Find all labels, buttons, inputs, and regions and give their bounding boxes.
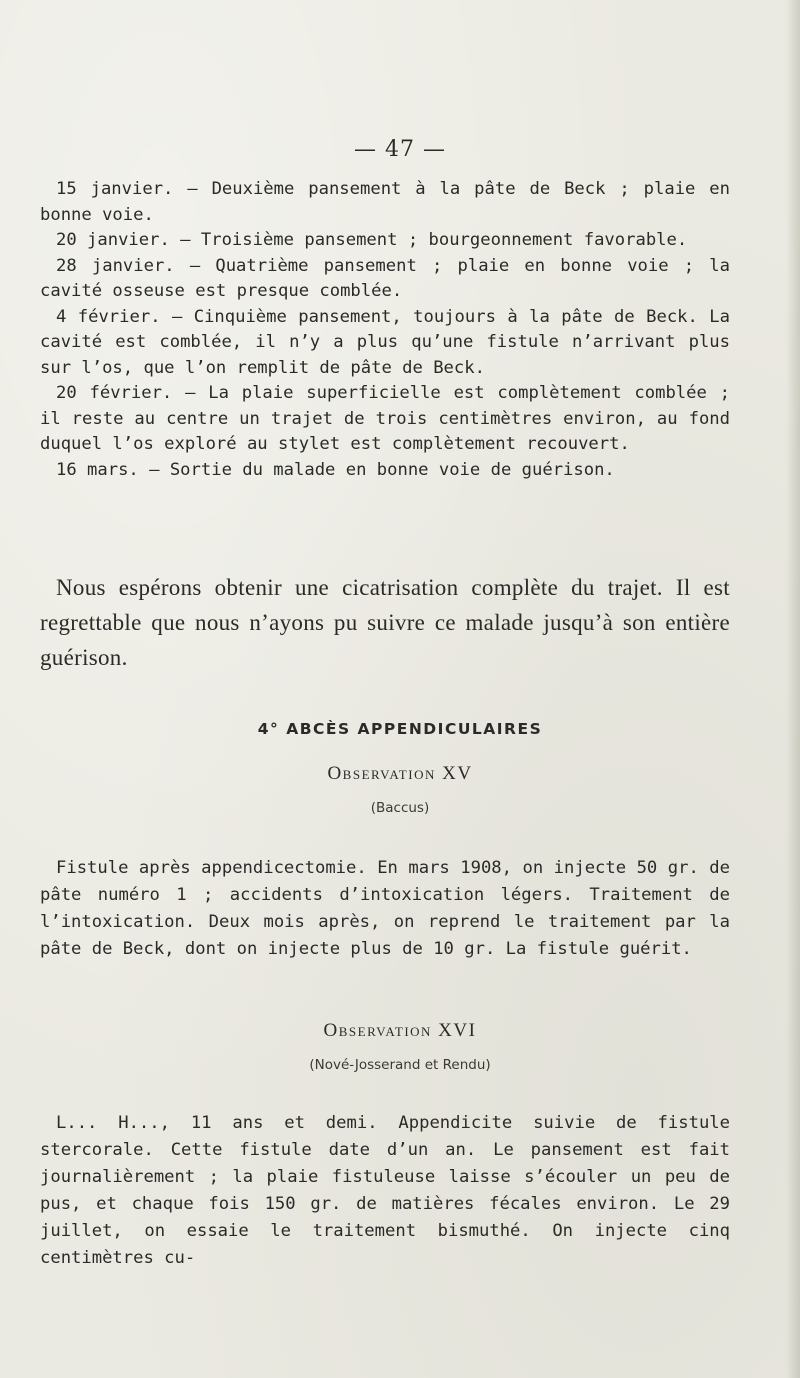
- observation-paragraph: L... H..., 11 ans et demi. Appendicite suivie de fistule stercorale. Cette fistule date d’un an. Le pansement est fait journalièrement ; la plaie fistuleuse laisse s’écouler un peu de pus, et chaque fois 150 gr. de matières fécales environ. Le 29 juillet, on essaie le traitement bismuthé. On injecte cinq centimètres cu-: [40, 1113, 730, 1268]
- observation-text: [40, 1110, 730, 1272]
- log-entry: 20 janvier. — Troisième pansement ; bourgeonnement favorable.: [56, 230, 688, 250]
- observation-text: [40, 855, 730, 963]
- page-number: — 47 —: [354, 137, 446, 162]
- observation-paragraph: Fistule après appendicectomie. En mars 1908, on injecte 50 gr. de pâte numéro 1 ; accidents d’intoxication légers. Traitement de l’intoxication. Deux mois après, on reprend le traitement par la pâte de Beck, dont on injecte plus de 10 gr. La fistule guérit.: [40, 858, 730, 959]
- observation-source: (Nové-Josserand et Rendu): [309, 1057, 491, 1073]
- observation-source: (Baccus): [370, 800, 430, 816]
- page-edge-shadow: [786, 0, 800, 1378]
- observation-title: Observation XVI: [323, 1020, 477, 1041]
- observation-title: Observation XV: [327, 763, 473, 784]
- log-entry: 28 janvier. — Quatrième pansement ; plaie en bonne voie ; la cavité osseuse est presque comblée.: [40, 255, 730, 301]
- log-entry: 20 février. — La plaie superficielle est complètement comblée ; il reste au centre un trajet de trois centimètres environ, au fond duquel l’os exploré au stylet est complètement recouvert.: [40, 383, 730, 454]
- log-entry: 16 mars. — Sortie du malade en bonne voie de guérison.: [56, 459, 615, 480]
- section-heading: 4° ABCÈS APPENDICULAIRES: [257, 720, 543, 738]
- treatment-log: [40, 177, 730, 483]
- conclusion-paragraph: [40, 570, 730, 675]
- conclusion-text: Nous espérons obtenir une cicatrisation complète du trajet. Il est regrettable que nous n’ayons pu suivre ce malade jusqu’à son entière guérison.: [40, 575, 730, 670]
- log-entry: 15 janvier. — Deuxième pansement à la pâte de Beck ; plaie en bonne voie.: [40, 179, 730, 225]
- log-entry: 4 février. — Cinquième pansement, toujours à la pâte de Beck. La cavité est comblée, il n’y a plus qu’une fistule n’arrivant plus sur l’os, que l’on remplit de pâte de Beck.: [40, 306, 730, 378]
